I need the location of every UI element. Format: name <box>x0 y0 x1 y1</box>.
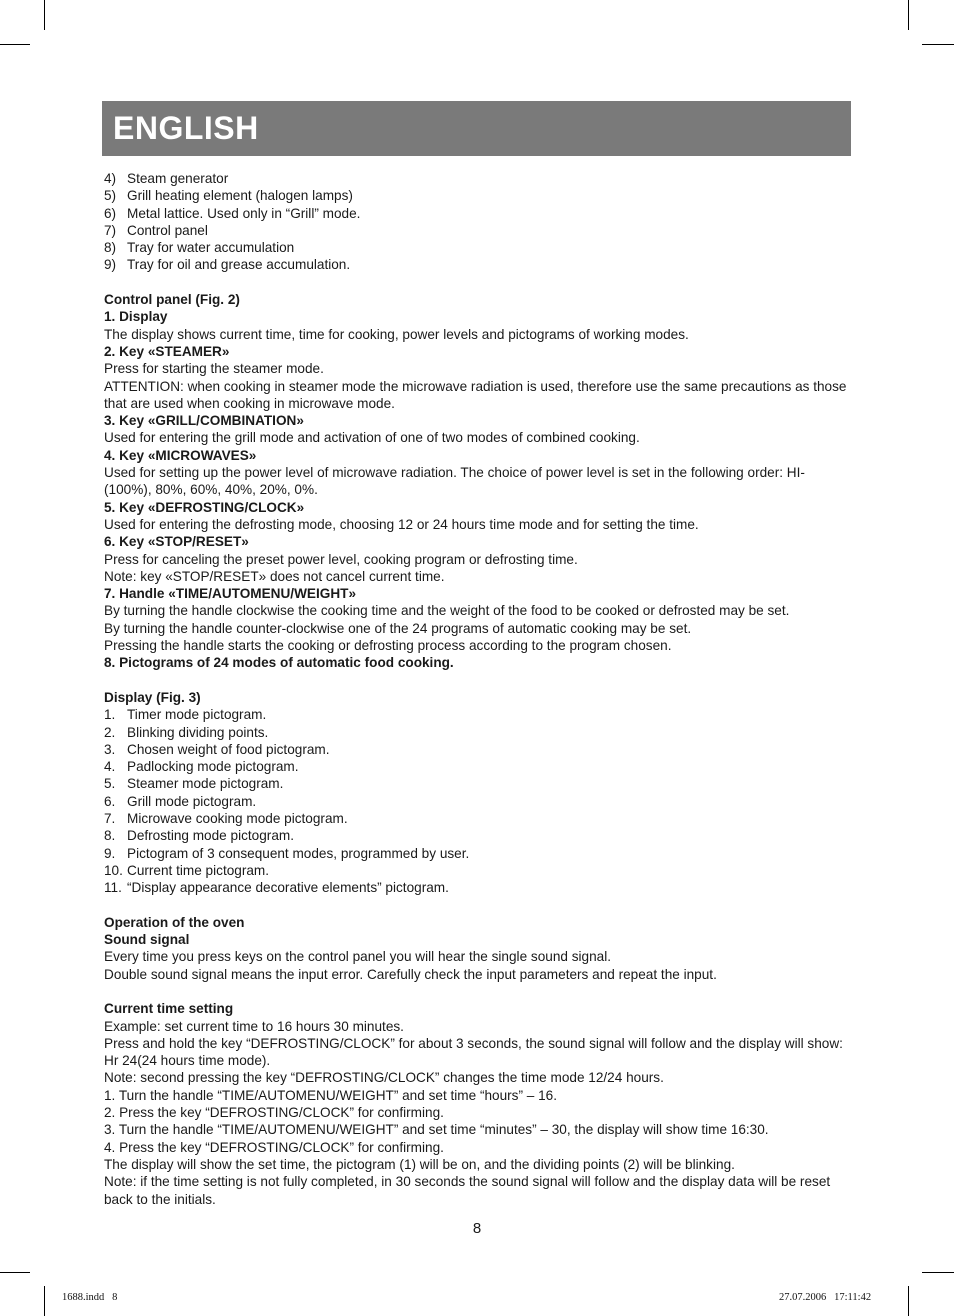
list-number: 1. <box>104 707 116 723</box>
paragraph: Every time you press keys on the control panel you will hear the single sound signal. <box>104 949 612 965</box>
crop-mark <box>0 44 30 45</box>
list-number: 8) <box>104 240 117 256</box>
list-item <box>104 170 852 187</box>
crop-mark <box>44 0 45 30</box>
list-item <box>104 222 852 239</box>
paragraph: Note: second pressing the key “DEFROSTING/CLOCK” changes the time mode 12/24 hours. <box>104 1070 664 1086</box>
list-text: Microwave cooking mode pictogram. <box>127 810 348 826</box>
item-title: 7. Handle «TIME/AUTOMENU/WEIGHT» <box>104 586 357 602</box>
list-item <box>104 758 852 775</box>
list-item <box>104 845 852 862</box>
list-number: 2. <box>104 724 116 740</box>
section-heading-display: Display (Fig. 3) <box>104 689 201 705</box>
item-title: 5. Key «DEFROSTING/CLOCK» <box>104 499 305 515</box>
list-text: Timer mode pictogram. <box>127 707 267 723</box>
page-number: 8 <box>472 1220 482 1237</box>
item-title: 8. Pictograms of 24 modes of automatic food cooking. <box>104 655 454 671</box>
item-title: 1. Display <box>104 309 168 325</box>
section-heading-time-setting: Current time setting <box>104 1001 234 1017</box>
list-item <box>104 862 852 879</box>
item-text: Used for setting up the power level of microwave radiation. The choice of power level is set in the following order: HI-(100%), 80%, 60%, 40%, 20%, 0%. <box>104 465 805 498</box>
list-text: Metal lattice. Used only in “Grill” mode. <box>127 205 361 221</box>
list-number: 9) <box>104 257 117 273</box>
crop-mark <box>0 1272 30 1273</box>
list-number: 11. <box>104 880 122 896</box>
section-heading-operation: Operation of the oven <box>104 914 245 930</box>
list-number: 6) <box>104 205 117 221</box>
list-text: Tray for water accumulation <box>127 240 295 256</box>
item-title: 4. Key «MICROWAVES» <box>104 447 257 463</box>
list-text: Grill heating element (halogen lamps) <box>127 188 353 204</box>
language-header-bar <box>102 101 851 156</box>
paragraph: Example: set current time to 16 hours 30 minutes. <box>104 1018 404 1034</box>
list-number: 3. <box>104 741 116 757</box>
list-number: 9. <box>104 845 116 861</box>
list-item <box>104 205 852 222</box>
display-list <box>104 706 852 896</box>
paragraph: The display will show the set time, the pictogram (1) will be on, and the dividing points (2) will be blinking. <box>104 1156 735 1172</box>
list-text: Tray for oil and grease accumulation. <box>127 257 351 273</box>
footer-timestamp: 27.07.2006 17:11:42 <box>779 1292 872 1303</box>
list-text: Grill mode pictogram. <box>127 793 257 809</box>
list-item <box>104 741 852 758</box>
list-number: 5. <box>104 776 116 792</box>
section-heading-control-panel: Control panel (Fig. 2) <box>104 292 240 308</box>
list-item <box>104 724 852 741</box>
item-text: Note: key «STOP/RESET» does not cancel current time. <box>104 568 445 584</box>
list-number: 4. <box>104 759 116 775</box>
list-text: Pictogram of 3 consequent modes, programmed by user. <box>127 845 470 861</box>
list-item <box>104 879 852 896</box>
list-number: 6. <box>104 793 116 809</box>
item-text: Used for entering the grill mode and activation of one of two modes of combined cooking. <box>104 430 640 446</box>
crop-mark <box>908 0 909 30</box>
item-text: Press for canceling the preset power level, cooking program or defrosting time. <box>104 551 578 567</box>
list-number: 7. <box>104 810 116 826</box>
list-item <box>104 793 852 810</box>
item-text: ATTENTION: when cooking in steamer mode the microwave radiation is used, therefore use the same precautions as those that are used when cooking in microwave mode. <box>104 378 847 411</box>
page-title: ENGLISH <box>113 110 259 146</box>
paragraph: 1. Turn the handle “TIME/AUTOMENU/WEIGHT” and set time “hours” – 16. <box>104 1087 558 1103</box>
list-text: Defrosting mode pictogram. <box>127 828 294 844</box>
subheading-sound-signal: Sound signal <box>104 932 190 948</box>
list-text: Steam generator <box>127 171 229 186</box>
crop-mark <box>908 1286 909 1316</box>
paragraph: 3. Turn the handle “TIME/AUTOMENU/WEIGHT” and set time “minutes” – 30, the display will show time 16:30. <box>104 1122 769 1138</box>
list-item <box>104 810 852 827</box>
list-text: Steamer mode pictogram. <box>127 776 284 792</box>
crop-mark <box>44 1286 45 1316</box>
list-number: 7) <box>104 222 117 238</box>
list-text: Chosen weight of food pictogram. <box>127 741 330 757</box>
list-item <box>104 256 852 273</box>
list-number: 8. <box>104 828 116 844</box>
item-text: By turning the handle counter-clockwise one of the 24 programs of automatic cooking may be set. <box>104 620 692 636</box>
list-item <box>104 239 852 256</box>
list-item <box>104 187 852 204</box>
paragraph: Double sound signal means the input error. Carefully check the input parameters and repeat the input. <box>104 966 717 982</box>
list-text: Blinking dividing points. <box>127 724 269 740</box>
crop-mark <box>922 1272 954 1273</box>
paragraph: 2. Press the key “DEFROSTING/CLOCK” for confirming. <box>104 1105 444 1121</box>
manual-content <box>104 170 852 1208</box>
footer-file-name: 1688.indd 8 <box>62 1292 118 1303</box>
list-text: Padlocking mode pictogram. <box>127 759 299 775</box>
item-text: By turning the handle clockwise the cooking time and the weight of the food to be cooked or defrosted may be set. <box>104 603 790 619</box>
item-text: Pressing the handle starts the cooking or defrosting process according to the program chosen. <box>104 638 672 654</box>
paragraph: Note: if the time setting is not fully completed, in 30 seconds the sound signal will follow and the display data will be reset back to the initials. <box>104 1174 831 1207</box>
list-number: 4) <box>104 171 117 186</box>
item-text: Used for entering the defrosting mode, choosing 12 or 24 hours time mode and for setting the time. <box>104 516 699 532</box>
paragraph: Press and hold the key “DEFROSTING/CLOCK” for about 3 seconds, the sound signal will follow and the display will show: Hr 24(24 hours time mode). <box>104 1035 843 1069</box>
item-text: The display shows current time, time for cooking, power levels and pictograms of working modes. <box>104 326 689 342</box>
parts-list <box>104 170 852 274</box>
list-text: “Display appearance decorative elements” pictogram. <box>127 880 449 896</box>
list-number: 10. <box>104 862 123 878</box>
list-number: 5) <box>104 188 117 204</box>
item-title: 3. Key «GRILL/COMBINATION» <box>104 413 304 429</box>
list-text: Control panel <box>127 222 208 238</box>
item-title: 2. Key «STEAMER» <box>104 343 230 359</box>
list-item <box>104 706 852 723</box>
crop-mark <box>922 44 954 45</box>
list-text: Current time pictogram. <box>127 862 270 878</box>
item-text: Press for starting the steamer mode. <box>104 361 324 377</box>
list-item <box>104 775 852 792</box>
list-item <box>104 827 852 844</box>
item-title: 6. Key «STOP/RESET» <box>104 534 249 550</box>
paragraph: 4. Press the key “DEFROSTING/CLOCK” for confirming. <box>104 1139 444 1155</box>
